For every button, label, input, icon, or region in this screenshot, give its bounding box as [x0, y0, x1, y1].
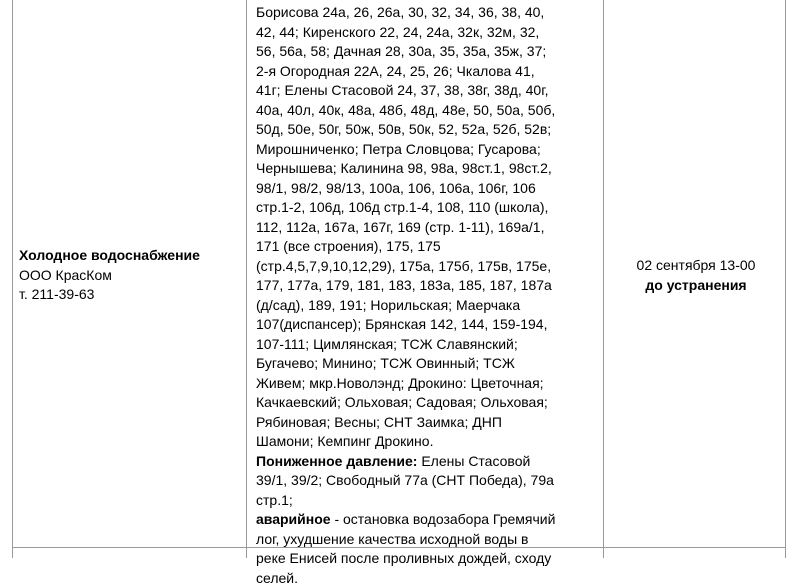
low-pressure-label: Пониженное давление: [256, 453, 417, 469]
service-cell [19, 246, 241, 305]
emergency-text: лог, ухудшение качества исходной воды в [256, 530, 600, 550]
address-line: Мирошниченко; Петра Словцова; Гусарова; [256, 140, 600, 160]
column-divider [246, 0, 247, 558]
address-line: Борисова 24а, 26, 26а, 30, 32, 34, 36, 38, 40, [256, 3, 600, 23]
address-line: Бугачево; Минино; ТСЖ Овинный; ТСЖ [256, 354, 600, 374]
service-title: Холодное водоснабжение [19, 247, 200, 263]
low-pressure-text: стр.1; [256, 491, 600, 511]
address-line: Качкаевский; Ольховая; Садовая; Ольховая; [256, 393, 600, 413]
address-line: 42, 44; Киренского 22, 24, 24а, 32к, 32м, 32, [256, 23, 600, 43]
service-company: ООО КрасКом [19, 266, 241, 286]
address-line: (стр.4,5,7,9,10,12,29), 175а, 175б, 175в, 175е, [256, 257, 600, 277]
address-line: 50д, 50е, 50г, 50ж, 50в, 50к, 52, 52а, 52б, 52в; [256, 120, 600, 140]
address-line: 171 (все строения), 175, 175 [256, 237, 600, 257]
addresses-cell [256, 3, 600, 588]
period-cell [607, 256, 785, 295]
address-line: 40а, 40л, 40к, 48а, 48б, 48д, 48е, 50, 50а, 50б, [256, 101, 600, 121]
address-line: 2-я Огородная 22А, 24, 25, 26; Чкалова 41, [256, 62, 600, 82]
emergency-label: аварийное [256, 511, 331, 527]
address-line: 177, 177а, 179, 181, 183, 183а, 185, 187, 187а [256, 276, 600, 296]
column-divider [603, 0, 604, 558]
address-line: 112, 112а, 167а, 167г, 169 (стр. 1-11), 169а/1, [256, 218, 600, 238]
address-line: Шамони; Кемпинг Дрокино. [256, 432, 600, 452]
address-list [256, 3, 600, 452]
emergency-text: селей. [256, 569, 600, 588]
emergency-text: реке Енисей после проливных дождей, сходу [256, 549, 600, 569]
address-line: 107-111; Цимлянская; ТСЖ Славянский; [256, 335, 600, 355]
period-start: 02 сентября 13-00 [607, 256, 785, 276]
address-line: стр.1-2, 106д, 106д стр.1-4, 108, 110 (школа), [256, 198, 600, 218]
period-end: до устранения [645, 277, 746, 293]
address-line: 98/1, 98/2, 98/13, 100а, 106, 106а, 106г, 106 [256, 179, 600, 199]
low-pressure-text: Елены Стасовой [417, 453, 530, 469]
address-line: 41г; Елены Стасовой 24, 37, 38, 38г, 38д, 40г, [256, 81, 600, 101]
address-line: 56, 56а, 58; Дачная 28, 30а, 35, 35а, 35ж, 37; [256, 42, 600, 62]
address-line: 107(диспансер); Брянская 142, 144, 159-194, [256, 315, 600, 335]
address-line: Живем; мкр.Новолэнд; Дрокино: Цветочная; [256, 374, 600, 394]
address-line: Чернышева; Калинина 98, 98а, 98ст.1, 98ст.2, [256, 159, 600, 179]
low-pressure-text: 39/1, 39/2; Свободный 77а (СНТ Победа), 79а [256, 471, 600, 491]
address-line: Рябиновая; Весны; СНТ Заимка; ДНП [256, 413, 600, 433]
address-line: (д/сад), 189, 191; Норильская; Маерчака [256, 296, 600, 316]
service-phone: т. 211-39-63 [19, 285, 241, 305]
outage-table [12, 0, 786, 558]
emergency-text: - остановка водозабора Гремячий [331, 511, 556, 527]
